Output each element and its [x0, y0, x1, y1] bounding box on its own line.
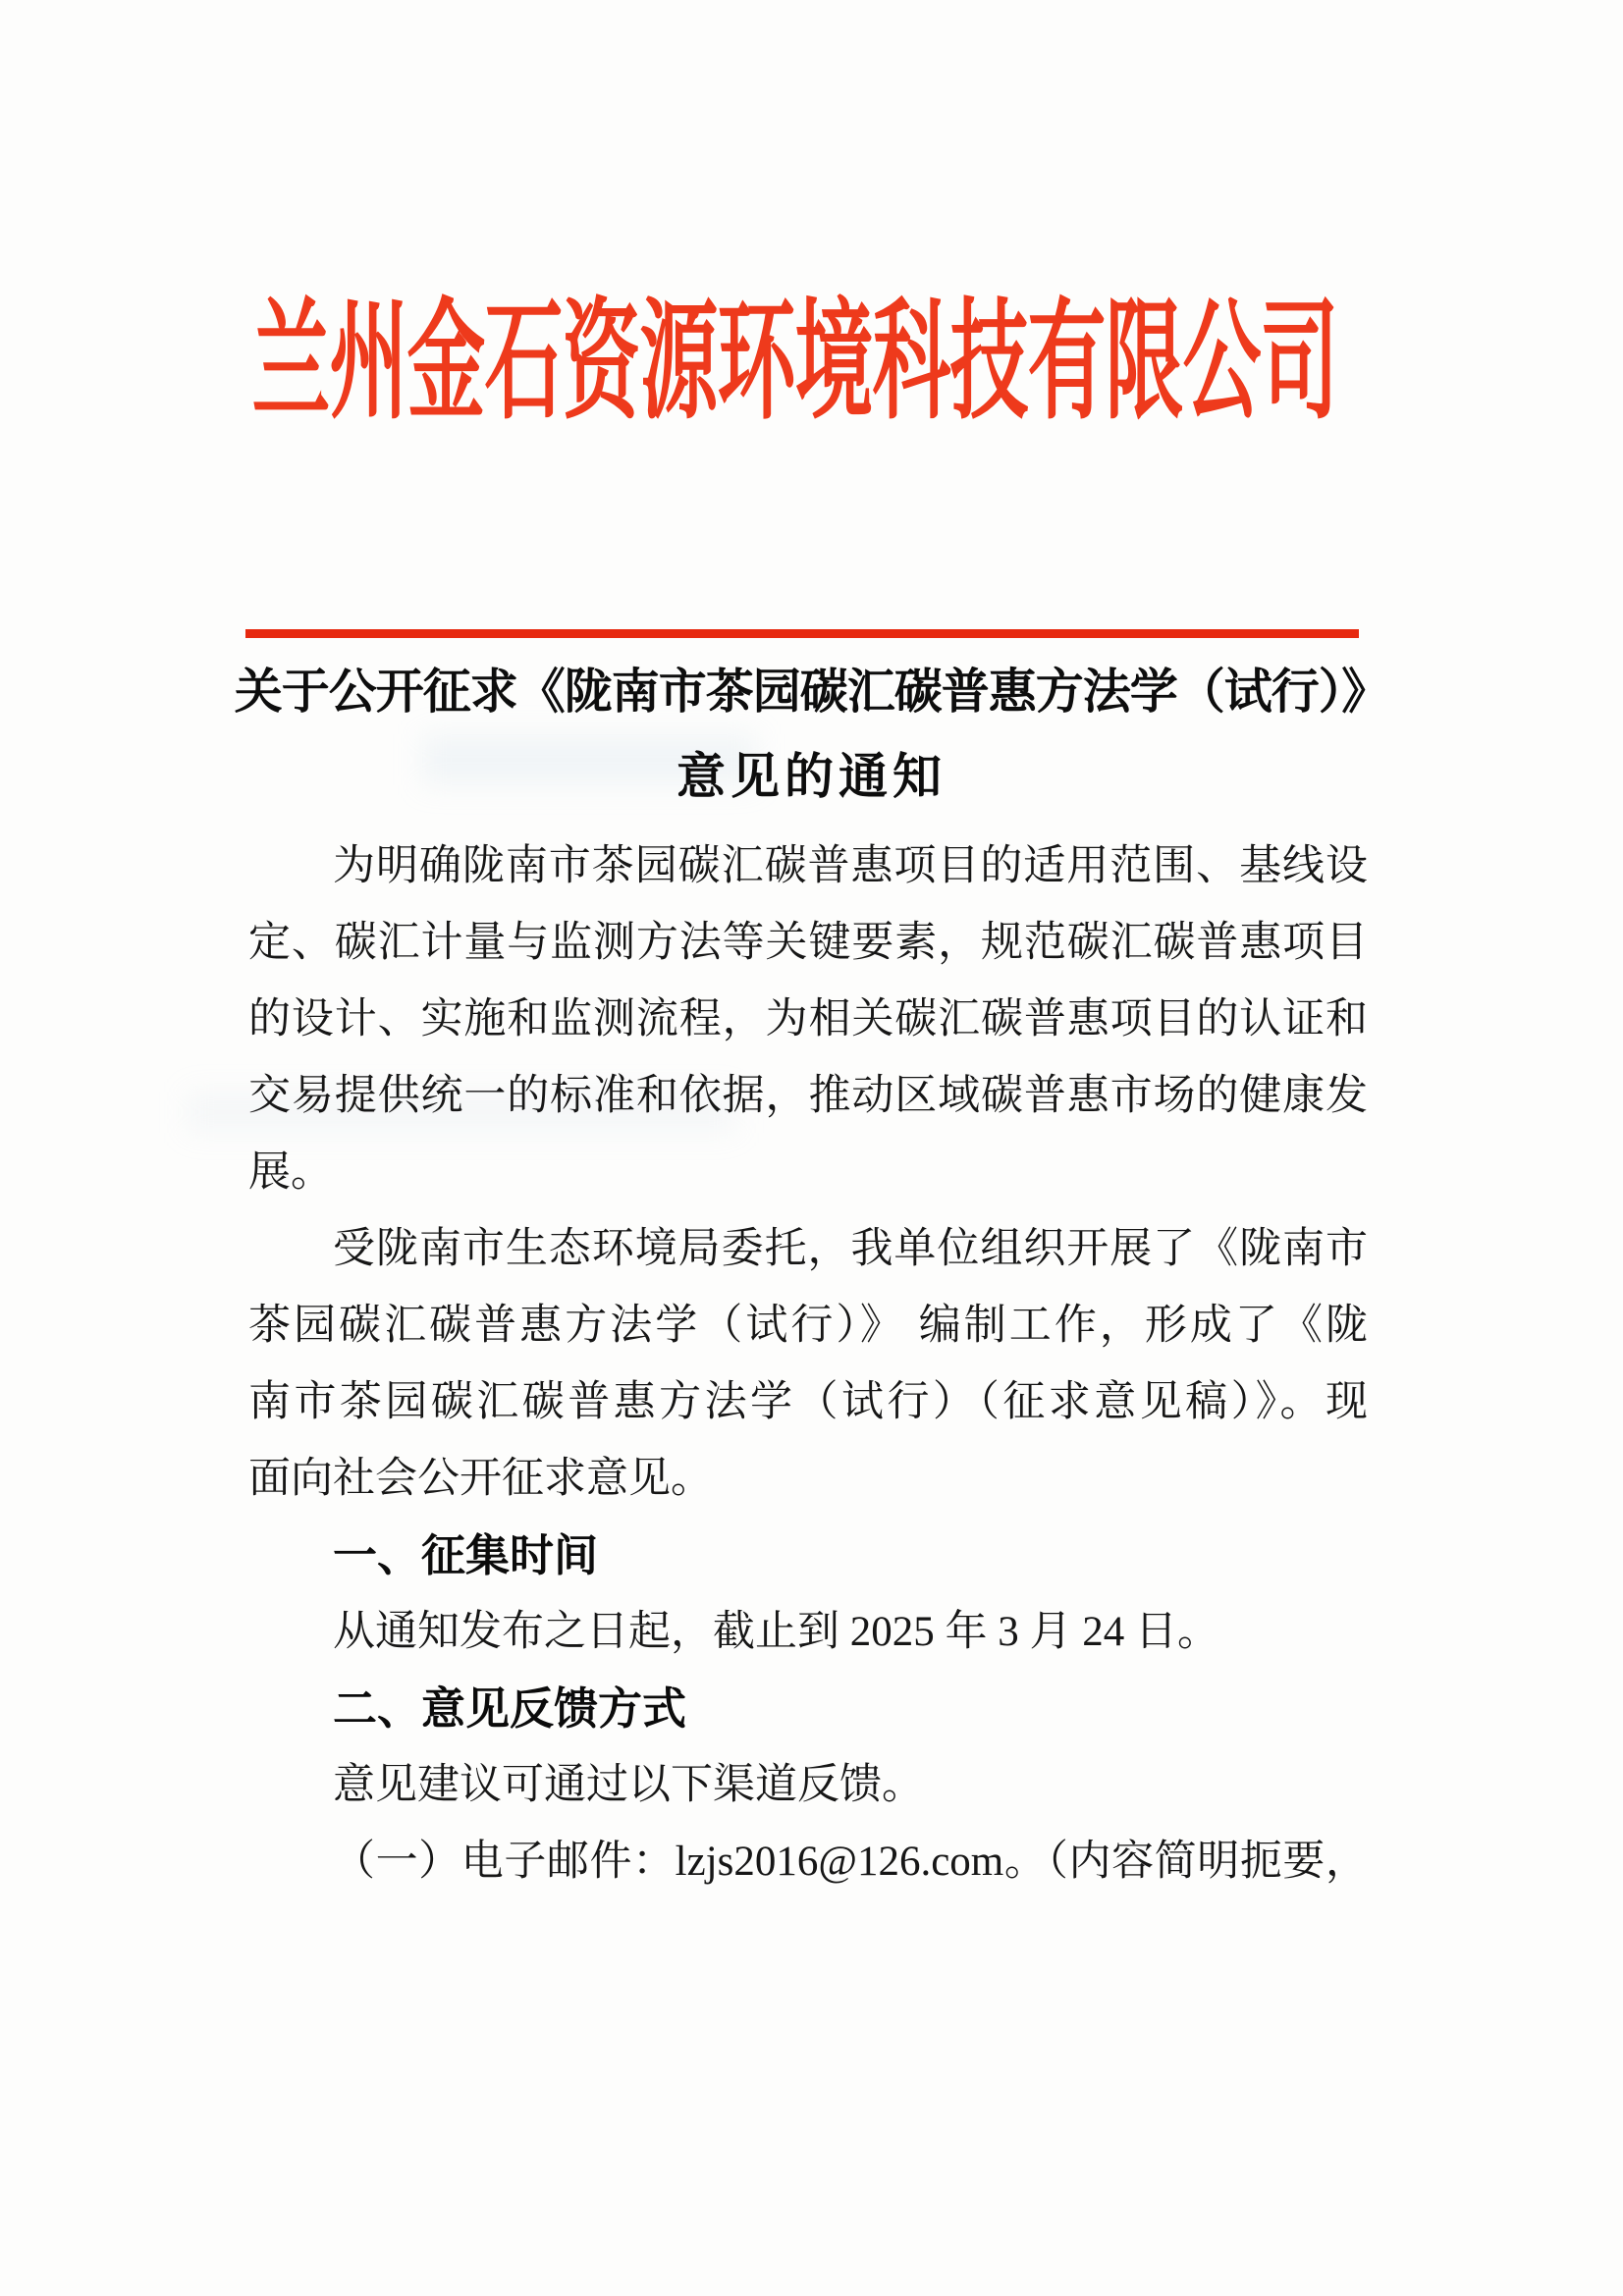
letterhead-character: 限 — [1105, 290, 1184, 435]
body-line: 受陇南市生态环境局委托，我单位组织开展了《陇南市 — [333, 1226, 1368, 1272]
letterhead-character: 源 — [639, 290, 719, 435]
body-line: 展。 — [248, 1149, 333, 1196]
letterhead-character: 金 — [406, 290, 486, 435]
section-2-text: 意见建议可通过以下渠道反馈。 — [333, 1762, 924, 1808]
letterhead-character: 境 — [794, 290, 874, 435]
feedback-email-line: （一）电子邮件：lzjs2016@126.com。（内容简明扼要， — [333, 1839, 1368, 1885]
letterhead-character: 兰 — [251, 290, 331, 435]
letterhead-divider-line — [245, 629, 1359, 638]
body-line: 定、碳汇计量与监测方法等关键要素，规范碳汇碳普惠项目 — [248, 920, 1368, 966]
body-line: 南市茶园碳汇碳普惠方法学（试行）（征求意见稿）》。现 — [248, 1379, 1368, 1425]
letterhead-character: 环 — [717, 290, 796, 435]
document-title-line2: 意见的通知 — [676, 749, 947, 804]
letterhead-character: 有 — [1027, 290, 1107, 435]
letterhead-character: 资 — [562, 290, 641, 435]
body-line: 交易提供统一的标准和依据，推动区域碳普惠市场的健康发 — [248, 1073, 1368, 1119]
company-letterhead — [252, 291, 1338, 434]
section-1-heading: 一、征集时间 — [333, 1530, 599, 1580]
document-title-line1: 关于公开征求《陇南市茶园碳汇碳普惠方法学（试行）》 — [234, 665, 1389, 719]
body-line: 面向社会公开征求意见。 — [248, 1456, 713, 1502]
letterhead-character: 公 — [1182, 290, 1262, 435]
section-2-heading: 二、意见反馈方式 — [333, 1683, 687, 1734]
body-line: 为明确陇南市茶园碳汇碳普惠项目的适用范围、基线设 — [333, 843, 1368, 889]
letterhead-character: 科 — [872, 290, 951, 435]
letterhead-character: 技 — [949, 290, 1029, 435]
letterhead-character: 州 — [329, 290, 408, 435]
letterhead-character: 司 — [1260, 290, 1339, 435]
body-line: 茶园碳汇碳普惠方法学（试行）》 编制工作，形成了《陇 — [248, 1303, 1368, 1349]
body-line: 的设计、实施和监测流程，为相关碳汇碳普惠项目的认证和 — [248, 996, 1368, 1042]
section-1-text: 从通知发布之日起，截止到 2025 年 3 月 24 日。 — [333, 1609, 1219, 1655]
letterhead-character: 石 — [484, 290, 564, 435]
document-body — [248, 828, 1368, 1900]
